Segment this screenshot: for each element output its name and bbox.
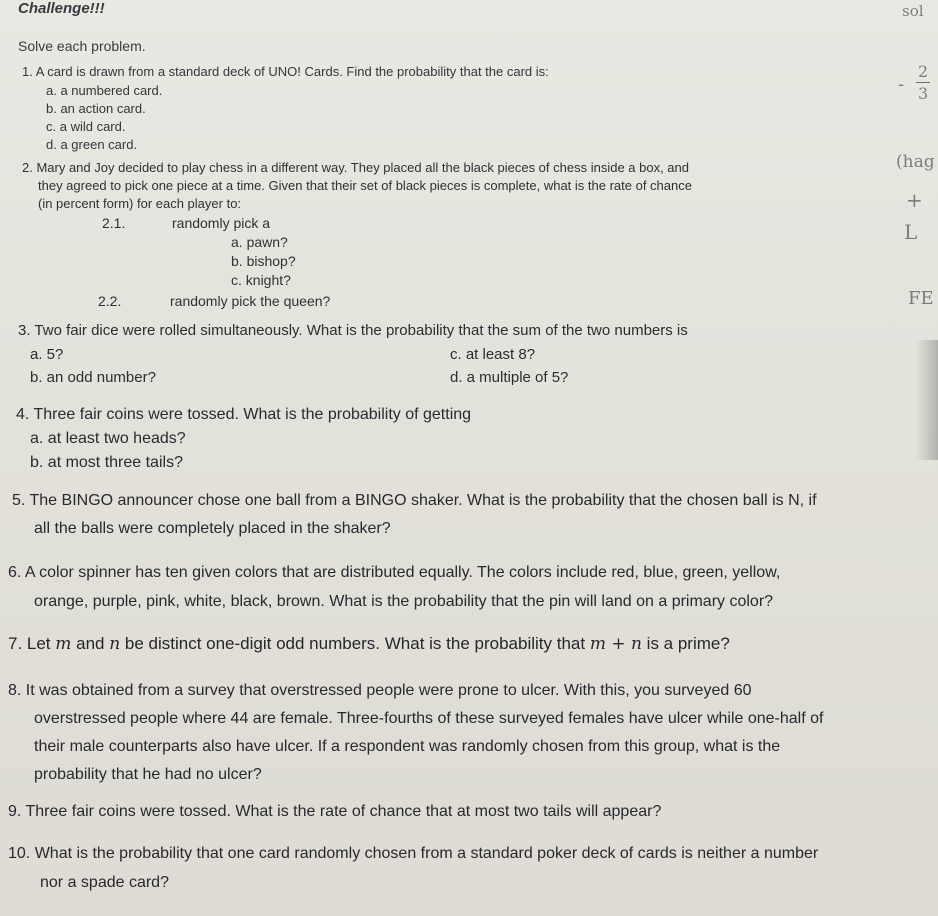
question-4-stem: 4. Three fair coins were tossed. What is the probability of getting: [16, 406, 472, 423]
question-2-1-option-a: a. pawn?: [231, 234, 288, 250]
handwritten-fraction-bar: [916, 82, 930, 83]
handwritten-note-mid-3: L: [904, 220, 918, 244]
page-edge-shadow: [916, 340, 938, 460]
question-4-option-b: b. at most three tails?: [30, 454, 183, 471]
handwritten-fraction-numerator: 2: [918, 62, 929, 81]
question-10-line-1: 10. What is the probability that one card randomly chosen from a standard poker deck of cards is neither a number: [8, 845, 819, 862]
question-3-option-d: d. a multiple of 5?: [450, 369, 569, 386]
question-5-line-1: 5. The BINGO announcer chose one ball from a BINGO shaker. What is the probability that the chosen ball is N, if: [12, 492, 817, 509]
handwritten-fraction-denominator: 3: [918, 84, 929, 103]
question-8-line-1: 8. It was obtained from a survey that overstressed people were prone to ulcer. With this, you surveyed 60: [8, 682, 752, 699]
question-1-option-b: b. an action card.: [46, 101, 146, 116]
handwritten-minus: -: [898, 74, 905, 95]
question-7-text-middle: be distinct one-digit odd numbers. What is the probability that: [120, 634, 590, 653]
question-1-option-d: d. a green card.: [46, 137, 138, 152]
question-8-line-3: their male counterparts also have ulcer. If a respondent was randomly chosen from this group, what is the: [34, 738, 781, 755]
question-3-option-c: c. at least 8?: [450, 346, 536, 363]
handwritten-note-top: sol: [902, 2, 924, 20]
question-8-line-4: probability that he had no ulcer?: [34, 766, 262, 783]
variable-n: n: [109, 634, 121, 654]
question-2-line-1: 2. Mary and Joy decided to play chess in a different way. They placed all the black pieces of chess inside a box, and: [22, 160, 689, 175]
handwritten-note-mid-4: FE: [908, 288, 934, 309]
question-5-line-2: all the balls were completely placed in the shaker?: [34, 520, 391, 537]
question-1-option-c: c. a wild card.: [46, 119, 126, 134]
instructions: Solve each problem.: [18, 38, 146, 54]
question-1-stem: 1. A card is drawn from a standard deck of UNO! Cards. Find the probability that the card is:: [22, 64, 549, 79]
question-2-2-text: randomly pick the queen?: [170, 293, 331, 309]
question-9-stem: 9. Three fair coins were tossed. What is the rate of chance that at most two tails will appear?: [8, 803, 662, 820]
question-7-text-and: and: [71, 634, 110, 653]
question-7: [8, 634, 730, 654]
question-3-option-b: b. an odd number?: [30, 369, 156, 386]
worksheet-heading: Challenge!!!: [18, 0, 105, 17]
question-3-stem: 3. Two fair dice were rolled simultaneously. What is the probability that the sum of the two numbers is: [18, 322, 688, 339]
question-6-line-2: orange, purple, pink, white, black, brown. What is the probability that the pin will land on a primary color?: [34, 593, 774, 610]
handwritten-plus: +: [906, 188, 923, 212]
question-6-line-1: 6. A color spinner has ten given colors that are distributed equally. The colors include red, blue, green, yellow,: [8, 564, 781, 581]
question-2-1-number: 2.1.: [102, 215, 126, 231]
question-10-line-2: nor a spade card?: [40, 874, 169, 891]
question-2-1-text: randomly pick a: [172, 215, 271, 231]
question-3-option-a: a. 5?: [30, 346, 64, 363]
question-2-line-3: (in percent form) for each player to:: [38, 196, 242, 211]
question-2-2-number: 2.2.: [98, 293, 122, 309]
question-8-line-2: overstressed people where 44 are female. Three-fourths of these surveyed females have ulcer while one-half of: [34, 710, 824, 727]
question-4-option-a: a. at least two heads?: [30, 430, 186, 447]
handwritten-note-mid-1: (hag: [896, 152, 935, 172]
question-2-line-2: they agreed to pick one piece at a time. Given that their set of black pieces is complete, what is the rate of chance: [38, 178, 692, 193]
question-1-option-a: a. a numbered card.: [46, 83, 163, 98]
variable-m: m: [55, 634, 72, 654]
question-7-text-start: 7. Let: [8, 634, 56, 653]
question-2-1-option-b: b. bishop?: [231, 253, 296, 269]
question-2-1-option-c: c. knight?: [231, 272, 291, 288]
expression-m-plus-n: m + n: [589, 634, 642, 654]
question-7-text-end: is a prime?: [641, 634, 730, 653]
